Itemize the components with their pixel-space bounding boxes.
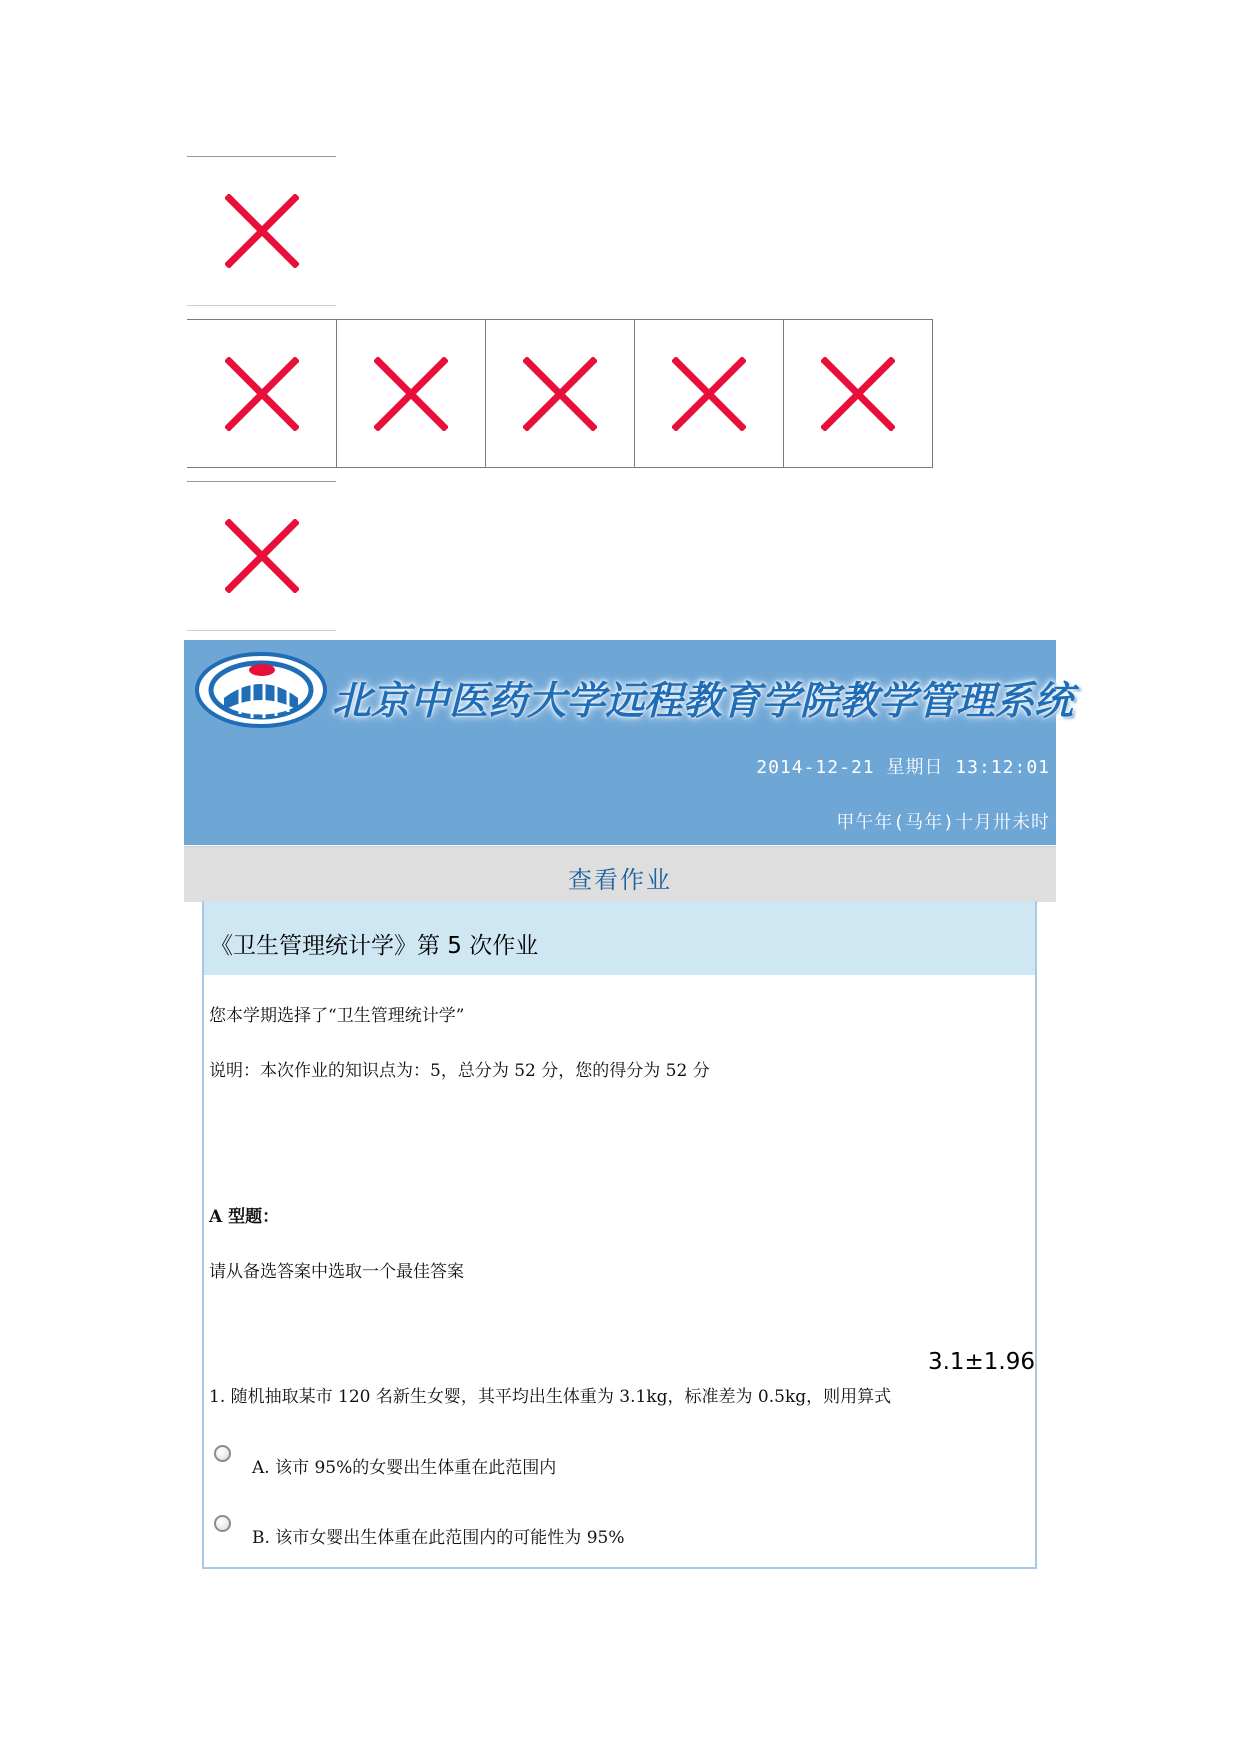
instruction-text: 请从备选答案中选取一个最佳答案 (209, 1262, 464, 1282)
broken-image-placeholder (187, 319, 337, 468)
assignment-header (204, 901, 1035, 975)
page-heading-bar (184, 846, 1056, 902)
view-homework-heading: 查看作业 (568, 866, 672, 894)
assignment-panel (202, 901, 1037, 1569)
broken-image-placeholder (336, 319, 486, 468)
broken-image-icon (374, 357, 448, 431)
option-b-radio[interactable] (214, 1515, 231, 1532)
assignment-description: 说明：本次作业的知识点为：5，总分为 52 分，您的得分为 52 分 (209, 1061, 710, 1081)
assignment-title: 《卫生管理统计学》第 5 次作业 (210, 933, 539, 959)
option-a-label: A. 该市 95%的女婴出生体重在此范围内 (252, 1458, 557, 1478)
broken-image-placeholder (187, 482, 336, 631)
broken-image-icon (672, 357, 746, 431)
broken-image-icon (523, 357, 597, 431)
broken-image-placeholder (634, 319, 784, 468)
current-date-time: 2014-12-21 星期日 13:12:01 (756, 757, 1050, 778)
broken-image-icon (225, 519, 299, 593)
broken-image-icon (225, 357, 299, 431)
lunar-date: 甲午年(马年)十月卅未时 (836, 812, 1050, 833)
broken-image-icon (225, 194, 299, 268)
option-b-label: B. 该市女婴出生体重在此范围内的可能性为 95% (252, 1528, 625, 1548)
formula-image: 3.1±1.96 (927, 1349, 1035, 1375)
question-text: 1. 随机抽取某市 120 名新生女婴，其平均出生体重为 3.1kg，标准差为 0.5kg，则用算式 (209, 1387, 892, 1407)
broken-image-icon (821, 357, 895, 431)
globe-logo-icon (194, 650, 328, 730)
selected-course-text: 您本学期选择了“卫生管理统计学” (209, 1006, 465, 1026)
broken-image-placeholder (187, 157, 336, 306)
section-label: A 型题： (209, 1207, 280, 1227)
system-title: 北京中医药大学远程教育学院教学管理系统 (332, 679, 1074, 724)
broken-image-placeholder (783, 319, 933, 468)
broken-image-placeholder (485, 319, 635, 468)
site-header-banner (184, 640, 1074, 845)
option-a-radio[interactable] (214, 1445, 231, 1462)
